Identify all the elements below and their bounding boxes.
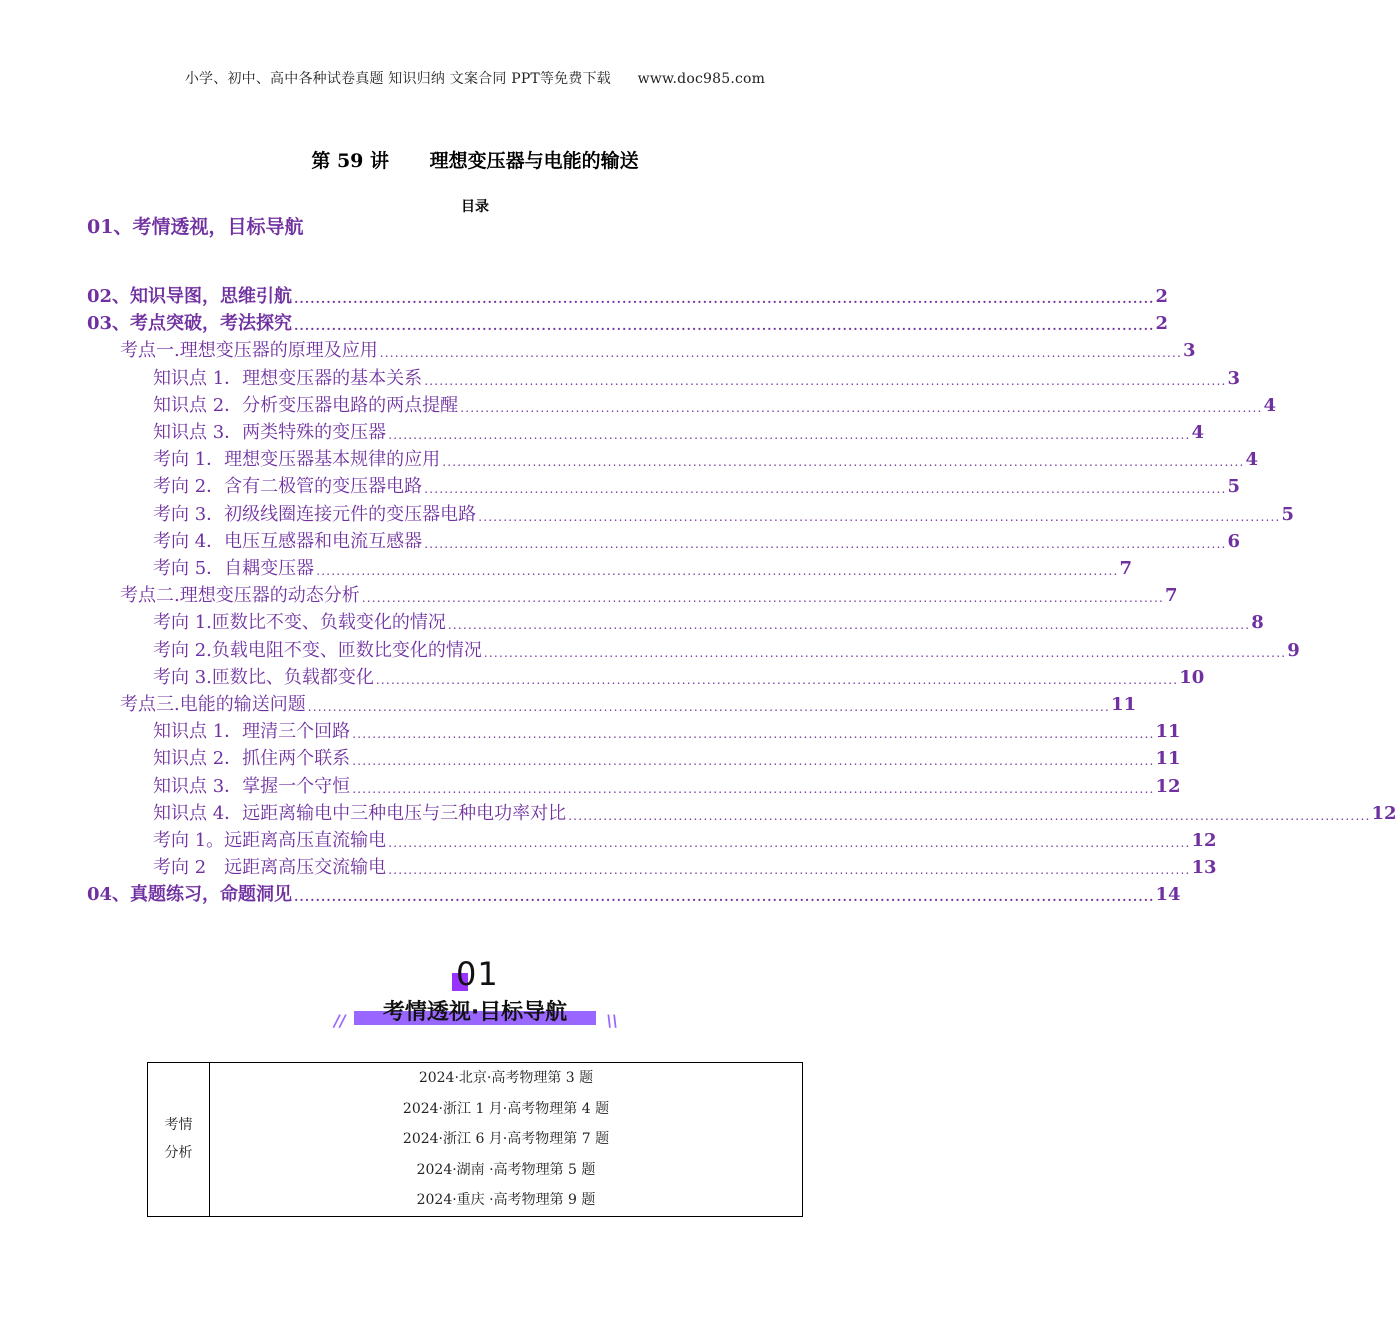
toc-leader-dots: ................................................................................................................................................................ xyxy=(568,808,1371,823)
toc-page-number: 2 xyxy=(1155,313,1169,335)
toc-entry[interactable] xyxy=(153,526,1241,553)
toc-page-number: 13 xyxy=(1191,857,1217,879)
toc-leader-dots: ................................................................................................................................................................ xyxy=(388,836,1191,850)
toc-leader-dots: ................................................................................................................................................................ xyxy=(316,564,1119,578)
analysis-table-header xyxy=(148,1063,210,1217)
toc-entry-title: 知识点 4．远距离输电中三种电压与三种电功率对比 xyxy=(153,802,567,824)
toc-entry-title: 考向 3．初级线圈连接元件的变压器电路 xyxy=(153,503,477,525)
banner-left-mark: // xyxy=(334,1011,346,1030)
toc-entry-title: 04、真题练习，命题洞见 xyxy=(87,884,293,906)
toc-leader-dots: ................................................................................................................................................................ xyxy=(388,428,1191,442)
toc-entry-title: 考向 1．理想变压器基本规律的应用 xyxy=(153,449,441,471)
exam-reference: 2024·浙江 6 月·高考物理第 7 题 xyxy=(402,1131,610,1148)
toc-entry-title: 考向 3.匝数比、负载都变化 xyxy=(153,666,374,688)
exam-reference: 2024·浙江 1 月·高考物理第 4 题 xyxy=(402,1100,610,1117)
toc-entry[interactable] xyxy=(153,662,1205,689)
toc-entry-title: 考点二.理想变压器的动态分析 xyxy=(120,585,360,607)
toc-heading: 目录 xyxy=(461,199,489,215)
toc-page-number: 8 xyxy=(1251,612,1264,634)
toc-leader-dots: ................................................................................................................................................................ xyxy=(424,373,1227,388)
toc-leader-dots: ................................................................................................................................................................ xyxy=(442,455,1245,470)
toc-entry[interactable] xyxy=(153,743,1181,770)
toc-leader-dots: ................................................................................................................................................................ xyxy=(352,781,1155,796)
toc-entry[interactable] xyxy=(153,852,1217,879)
toc-page-number: 12 xyxy=(1191,830,1217,851)
toc-page-number: 2 xyxy=(1155,286,1169,307)
toc-page-number: 9 xyxy=(1287,639,1300,661)
toc-entry[interactable] xyxy=(153,390,1277,417)
toc-entry[interactable] xyxy=(153,716,1181,743)
toc-entry-title: 考向 1.匝数比不变、负载变化的情况 xyxy=(153,612,446,634)
toc-leader-dots: ................................................................................................................................................................ xyxy=(483,645,1287,660)
exam-reference: 2024·重庆 ·高考物理第 9 题 xyxy=(416,1192,596,1209)
toc-entry[interactable] xyxy=(120,580,1178,607)
toc-entry[interactable] xyxy=(153,444,1259,471)
toc-leader-dots: ................................................................................................................................................................ xyxy=(379,346,1183,361)
toc-entry[interactable] xyxy=(153,499,1295,526)
toc-entry[interactable] xyxy=(153,825,1217,852)
banner-right-mark: \\ xyxy=(606,1011,618,1030)
toc-entry-title: 考向 4．电压互感器和电流互感器 xyxy=(153,530,423,552)
toc-leader-dots: ................................................................................................................................................................ xyxy=(447,618,1251,633)
toc-entry-title: 知识点 3．掌握一个守恒 xyxy=(153,775,351,797)
analysis-header-line: 考情 xyxy=(164,1117,193,1134)
toc-page-number: 4 xyxy=(1245,449,1259,471)
toc-entry-first[interactable]: 01、考情透视，目标导航 xyxy=(87,216,304,238)
toc-page-number: 11 xyxy=(1111,694,1137,715)
toc-entry[interactable] xyxy=(87,879,1181,906)
toc-entry-title: 考点三.电能的输送问题 xyxy=(120,694,306,715)
toc-page-number: 11 xyxy=(1155,748,1181,770)
toc-entry-title: 考点一.理想变压器的原理及应用 xyxy=(120,340,378,362)
toc-entry[interactable] xyxy=(153,635,1300,662)
toc-entry[interactable] xyxy=(120,689,1137,716)
toc-page-number: 12 xyxy=(1155,775,1181,797)
toc-entry[interactable] xyxy=(120,335,1196,362)
toc-entry[interactable] xyxy=(153,771,1181,798)
banner-number: 01 xyxy=(456,955,499,993)
toc-leader-dots: ................................................................................................................................................................ xyxy=(352,754,1155,769)
toc-entry-title: 考向 2 远距离高压交流输电 xyxy=(153,857,387,879)
toc-page-number: 12 xyxy=(1371,802,1397,824)
banner-label: 考情透视·目标导航 xyxy=(382,1000,568,1025)
toc-leader-dots: ................................................................................................................................................................ xyxy=(478,509,1281,524)
toc-leader-dots: ................................................................................................................................................................ xyxy=(307,700,1111,714)
page-header xyxy=(0,68,950,88)
toc-leader-dots: ................................................................................................................................................................ xyxy=(388,863,1191,878)
section-banner xyxy=(330,955,620,1035)
toc-entry-title: 知识点 1．理清三个回路 xyxy=(153,721,351,743)
toc-page-number: 4 xyxy=(1191,422,1205,443)
toc-page-number: 10 xyxy=(1179,666,1205,688)
header-text: 小学、初中、高中各种试卷真题 知识归纳 文案合同 PPT等免费下载 xyxy=(184,71,611,87)
exam-reference: 2024·北京·高考物理第 3 题 xyxy=(418,1070,594,1086)
toc-entry-title: 考向 2．含有二极管的变压器电路 xyxy=(153,476,423,498)
toc-entry-title: 02、知识导图，思维引航 xyxy=(87,286,293,307)
toc-page-number: 3 xyxy=(1183,340,1196,362)
toc-entry-title: 知识点 2．分析变压器电路的两点提醒 xyxy=(153,394,459,416)
toc-page-number: 3 xyxy=(1227,367,1241,389)
toc-leader-dots: ................................................................................................................................................................ xyxy=(375,672,1179,687)
toc-entry-title: 考向 2.负载电阻不变、匝数比变化的情况 xyxy=(153,639,482,661)
document-title xyxy=(0,146,950,173)
toc-page-number: 6 xyxy=(1227,530,1241,552)
toc-entry-title: 考向 5．自耦变压器 xyxy=(153,558,315,579)
toc-leader-dots: ................................................................................................................................................................ xyxy=(361,591,1165,606)
toc-entry-title: 知识点 1．理想变压器的基本关系 xyxy=(153,367,423,389)
toc-entry[interactable] xyxy=(87,281,1169,308)
toc-leader-dots: ................................................................................................................................................................ xyxy=(424,482,1227,497)
lecture-number: 第 59 讲 xyxy=(311,150,390,172)
toc-entry-title: 知识点 2．抓住两个联系 xyxy=(153,748,351,770)
toc-page-number: 5 xyxy=(1281,503,1295,525)
analysis-table xyxy=(147,1062,803,1217)
toc-entry[interactable] xyxy=(153,607,1264,634)
toc-entry[interactable] xyxy=(153,553,1133,580)
toc-page-number: 7 xyxy=(1119,558,1133,579)
toc-entry[interactable] xyxy=(153,798,1397,825)
toc-entry[interactable] xyxy=(153,363,1241,390)
toc-page-number: 11 xyxy=(1155,721,1181,743)
toc-entry[interactable] xyxy=(87,308,1169,335)
toc-page-number: 4 xyxy=(1263,394,1277,416)
toc-leader-dots: ................................................................................................................................................................ xyxy=(294,319,1155,334)
toc-entry[interactable] xyxy=(153,471,1241,498)
toc-leader-dots: ................................................................................................................................................................ xyxy=(294,890,1155,905)
toc-leader-dots: ................................................................................................................................................................ xyxy=(424,536,1227,551)
toc-page-number: 7 xyxy=(1165,585,1178,607)
analysis-header-line: 分析 xyxy=(164,1145,193,1162)
analysis-table-body xyxy=(210,1063,803,1217)
toc-leader-dots: ................................................................................................................................................................ xyxy=(294,292,1155,306)
lecture-topic: 理想变压器与电能的输送 xyxy=(429,150,639,172)
toc-leader-dots: ................................................................................................................................................................ xyxy=(352,727,1155,742)
toc-page-number: 14 xyxy=(1155,884,1181,906)
toc-entry-title: 考向 1。远距离高压直流输电 xyxy=(153,830,387,851)
toc-entry-title: 03、考点突破，考法探究 xyxy=(87,313,293,335)
toc-entry[interactable] xyxy=(153,417,1205,444)
toc-page-number: 5 xyxy=(1227,476,1241,498)
toc-entry-title: 知识点 3．两类特殊的变压器 xyxy=(153,422,387,443)
toc-leader-dots: ................................................................................................................................................................ xyxy=(460,400,1263,415)
header-url[interactable]: www.doc985.com xyxy=(637,71,766,87)
exam-reference: 2024·湖南 ·高考物理第 5 题 xyxy=(416,1161,596,1178)
